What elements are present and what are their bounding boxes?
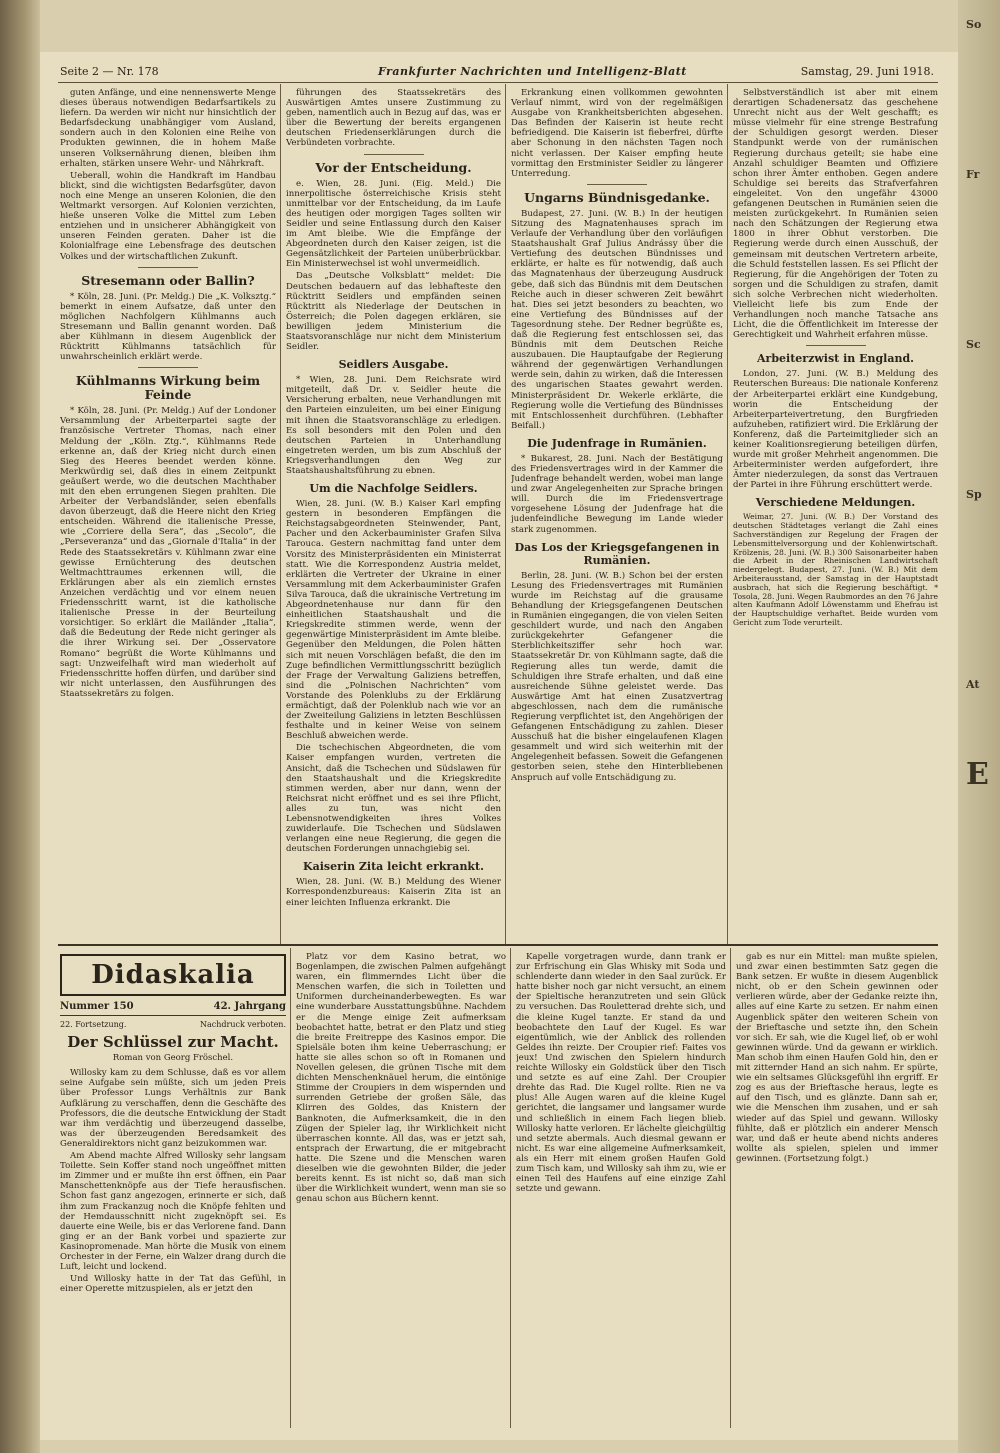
feuilleton-column-3: [516, 952, 726, 1428]
novel-author: Roman von Georg Fröschel.: [112, 1053, 234, 1064]
article-text: * Köln, 28. Juni. (Pr. Meldg.) Die „K. Volksztg.“ bemerkt in einem Aufsatze, daß unter den möglichen Nachfolgern Kühlmanns auch Stresemann und Ballin genannt worden. Daß aber Kühlmann in diesem Augenblick der Rücktritt Kühlmanns tatsächlich für unwahrscheinlich erklärt werde.: [60, 291, 276, 363]
column-rule: [280, 84, 281, 944]
headline-zita: Kaiserin Zita leicht erkrankt.: [303, 860, 484, 874]
article-text: * Wien, 28. Juni. Dem Reichsrate wird mitgeteilt, daß Dr. v. Seidler heute die Versicherung erbalten, neue Verhandlungen mit den Parteien einzuleiten, um bei einer Einigung mit ihnen die Staatsvoranschläge zu erledigen. Es soll besonders mit den Polen und den deutschen Parteien in Unterhandlung eingetreten werden, um bis zum Abschluß der Kriegsverhandlungen den Weg zur Staatshaushaltsführung zu ebnen.: [286, 375, 501, 476]
article-text: Die tschechischen Abgeordneten, die vom Kaiser empfangen wurden, vertreten die Ansicht, daß die Tschechen und Südslawen für den Staatshaushalt und die Kriegskredite stimmen werden, aber nur dann, wenn der Reichsrat nicht eröffnet und es sei ihre Pflicht, alles zu tun, was nicht den Lebensnotwendigkeiten ihres Volkes zuwiderlaufe. Die Tschechen und Südslawen verlangen eine neue Regierung, die gegen die deutschen Forderungen unnachgiebig sei.: [286, 743, 501, 855]
article-text: Wien, 28. Juni. (W. B.) Meldung des Wiener Korrespondenzbureaus: Kaiserin Zita ist an einer leichten Influenza erkrankt. Die: [286, 877, 501, 908]
novel-text: Kapelle vorgetragen wurde, dann trank er zur Erfrischung ein Glas Whisky mit Soda und schlenderte dann wieder in den Saal zurück. Er hatte bisher noch gar nicht versucht, an einem der Spieltische heranzutreten und sein Glück zu versuchen. Das Rouletterad drehte sich, und die kleine Kugel tanzte. Er stand da und beobachtete den Lauf der Kugel. Es war eigentümlich, wie der Anblick des rollenden Geldes ihn reizte. Der Croupier rief: Faites vos jeux! Und zwischen den Spielern hindurch reichte Willosky ein Goldstück über den Tisch und setzte es auf eine Zahl. Der Croupier drehte das Rad. Die Kugel rollte. Rien ne va plus! Alle Augen waren auf die kleine Kugel gerichtet, die langsamer und langsamer wurde und schließlich in einem Fach liegen blieb. Willosky hatte verloren. Er lächelte gleichgültig und setzte abermals. Auch diesmal gewann er nicht. Es war eine allgemeine Aufmerksamkeit, als ein Herr mit einem großen Haufen Gold zum Tisch kam, und Willosky sah ihm zu, wie er einen Teil des Haufens auf eine einzige Zahl setzte und gewann.: [516, 952, 726, 1195]
novel-text: Willosky kam zu dem Schlusse, daß es vor allem seine Aufgabe sein müßte, sich um jeden Preis über Professor Lungs Verhältnis zur Bank Aufklärung zu verschaffen, denn die Geschäfte des Professors, die die deutsche Entwicklung der Stadt war ihm verdächtig und überzeugend dasselbe, was der überzeugenden Beredsamkeit des Generaldirektors nicht ganz beizukommen war.: [60, 1068, 286, 1149]
article-text: guten Anfänge, und eine nennenswerte Menge dieses überaus notwendigen Bedarfsartikels zu liefern. Da werden wir nicht nur hinsichtlich der Bedarfsdeckung unabhängiger vom Ausland, sondern auch in den Kolonien eine Reihe von Produkten gewinnen, die in hohem Maße unseren Volksernährung dienen, bleiben ihm erhalten, stärken unsere Wehr- und Nährkraft.: [60, 88, 276, 169]
newspaper-name: Frankfurter Nachrichten und Intelligenz-Blatt: [378, 65, 687, 78]
headline-entscheidung: Vor der Entscheidung.: [315, 159, 472, 175]
novel-text: Am Abend machte Alfred Willosky sehr langsam Toilette. Sein Koffer stand noch ungeöffnet mitten im Zimmer und er mußte ihn erst öffnen, ein Paar Manschettenknöpfe aus der Tiefe herausfischen. Schon fast ganz angezogen, erinnerte er sich, daß ihm zum Frackanzug noch die Knöpfe fehlten und der Hemdausschnitt nicht zugeknöpft sei. Es dauerte eine Weile, bis er das Verlorene fand. Dann ging er an der Bank vorbei und spazierte zur Kasinopromenade. Man hörte die Musik von einem Orchester in der Ferne, ein Walzer drang durch die Luft, leicht und lockend.: [60, 1151, 286, 1273]
article-text: Erkrankung einen vollkommen gewohnten Verlauf nimmt, wird von der regelmäßigen Ausgabe von Krankheitsberichten abgesehen. Das Befinden der Kaiserin ist heute recht befriedigend. Die Kaiserin ist fieberfrei, dürfte aber Schonung in den nächsten Tagen noch nicht verlassen. Der Kaiser empfing heute vormittag den Erstminister Seidler zu längerer Unterredung.: [511, 88, 723, 179]
volume-year: 42. Jahrgang: [213, 1001, 286, 1012]
separator: [806, 345, 866, 346]
separator: [587, 184, 647, 185]
feuilleton-title: Didaskalia: [60, 954, 286, 996]
installment-meta: [60, 1020, 286, 1030]
feuilleton-divider: [58, 944, 938, 946]
column-1: [60, 88, 276, 943]
edge-letter: Sp: [966, 488, 982, 501]
article-text: Budapest, 27. Juni. (W. B.) In der heutigen Sitzung des Magnatenhauses sprach im Verlaufe der Verhandlung über den vorläufigen Staatshaushalt Graf Julius Andrássy über die Vertiefung des deutschen Bündnisses und erklärte, er halte es für notwendig, daß auch das Magnatenhaus der überzeugung Ausdruck gebe, daß sich das Bündnis mit dem Deutschen Reiche auch in dieser schweren Zeit bewährt hat. Dies sei jetzt besonders zu beachten, wo eine Vertiefung des Bündnisses auf der Tagesordnung stehe. Der Redner begrüßte es, daß die Regierung fest entschlossen sei, das Bündnis mit dem Deutschen Reiche auszubauen. Die Hauptaufgabe der Regierung während der gegenwärtigen Verhandlungen werde sein, dahin zu wirken, daß die Interessen des ungarischen Staates gewahrt werden. Ministerpräsident Dr. Wekerle erklärte, die Regierung wolle die Vertiefung des Bündnisses mit Entschlossenheit durchführen. (Lebhafter Beifall.): [511, 208, 723, 431]
column-4: [733, 88, 938, 943]
page-number: Seite 2 — Nr. 178: [60, 65, 159, 78]
edge-letter: At: [966, 678, 980, 691]
column-3: [511, 88, 723, 943]
article-text: London, 27. Juni. (W. B.) Meldung des Reuterschen Bureaus: Die nationale Konferenz der Arbeiterpartei erklärt eine Kundgebung, worin die Entscheidung der Arbeiterparteivertretung, den Burgfrieden aufzuheben, ratifiziert wird. Die Erklärung der Konferenz, daß die Parteimitglieder sich an keiner Koalitionsregierung beteiligen dürfen, wurde mit großer Mehrheit angenommen. Die Arbeiterminister werden aufgefordert, ihre Ämter niederzulegen, da sonst das Vertrauen der Partei in ihre Führung erschüttert werde.: [733, 369, 938, 491]
column-2: [286, 88, 501, 943]
book-binding: [0, 0, 40, 1453]
novel-text: Und Willosky hatte in der Tat das Gefühl, in einer Operette mitzuspielen, als er jetzt den: [60, 1274, 286, 1295]
edge-letter: Fr: [966, 168, 980, 181]
article-text: Selbstverständlich ist aber mit einem derartigen Schadenersatz das geschehene Unrecht nicht aus der Welt geschafft; es müsse vielmehr für eine strenge Bestrafung der Schuldigen gesorgt werden. Dieser Standpunkt werde von der rumänischen Regierung durchaus geteilt; sie habe eine Anzahl schuldiger Beamten und Offiziere schon ihrer Ämter enthoben. Gegen andere Schuldige sei bereits das Strafverfahren eingeleitet. Von den ungefähr 43000 gefangenen Deutschen in Rumänien seien die meisten zurückgekehrt. In Rumänien seien nach den Schätzungen der Regierung etwa 1800 in ihrer Obhut verstorben. Die Regierung werde durch einen Ausschuß, der gemeinsam mit deutschen Vertretern arbeite, die Schuld feststellen lassen. Es sei Pflicht der Regierung, für die Angehörigen der Toten zu sorgen und die Schuldigen zu strafen, damit sich solche Verbrechen nicht wiederholten. Vielleicht liefe bis zum Ende der Verhandlungen noch manche Tatsache ans Licht, die die Öffentlichkeit im Interesse der Gerechtigkeit und Wahrheit erfahren müsse.: [733, 88, 938, 341]
article-text: führungen des Staatssekretärs des Auswärtigen Amtes unsere Zustimmung zu geben, namentlich auch in Bezug auf das, was er über die Bewertung der bereits ergangenen deutschen Friedenserklärungen durch die Verbündeten vorbrachte.: [286, 88, 501, 149]
edge-letter: E: [966, 757, 989, 792]
headline-verschiedene: Verschiedene Meldungen.: [755, 496, 916, 510]
feuilleton-column-1: [60, 950, 286, 1428]
headline-nachfolge: Um die Nachfolge Seidlers.: [309, 482, 478, 496]
article-text: * Köln, 28. Juni. (Pr. Meldg.) Auf der Londoner Versammlung der Arbeiterpartei sagte der französische Vertreter Thomas, nach einer Meldung der „Köln. Ztg.“, Kühlmanns Rede erkenne an, daß der Krieg nicht durch einen Sieg des Heeres beendet werden könne. Merkwürdig sei, daß dies in einem Zeitpunkt geäußert werde, wo die deutschen Machthaber mit den eben errungenen Siegen prahlten. Die Arbeiter der Verbandsländer, seien ebenfalls davon überzeugt, daß die Heere nicht den Krieg entscheiden. Während die italienische Presse, wie „Corriere della Sera“, das „Secolo“, die „Perseveranza“ und das „Giornale d'Italia“ in der Rede des Staatssekretärs v. Kühlmann zwar eine gewisse Ernüchterung des deutschen Weltmachttraumes erkennen will, die Erklärungen aber als ein ziemlich ernstes Anzeichen verdächtig und vor einem neuen Friedensschritt warnt, ist die katholische italienische Presse in der Beurteilung vorsichtiger. So erklärt die Mailänder „Italia“, daß die Bedeutung der Rede nicht geringer als die ihrer Wirkung sei. Der „Osservatore Romano“ begrüßt die Worte Kühlmanns und sagt: Unzweifelhaft wird man wiederholt auf Friedensschritte hoffen dürfen, und darüber sind wir nicht unterlassen, den Ausführungen des Staatssekretärs zu folgen.: [60, 406, 276, 699]
adjacent-page-edge: [958, 0, 1000, 1453]
column-rule: [510, 948, 511, 1428]
article-text: * Bukarest, 28. Juni. Nach der Bestätigung des Friedensvertrages wird in der Kammer die Judenfrage behandelt werden, wobei man lange und zwar Angelegenheiten zur Sprache bringen will. Durch die im Friedensvertrage vorgesehene Lösung der Judenfrage hat die judenfeindliche Bewegung im Lande wieder stark zugenommen.: [511, 453, 723, 535]
column-rule: [730, 948, 731, 1428]
headline-kuehlmann: Kühlmanns Wirkung beim Feinde: [75, 373, 261, 403]
feuilleton-column-4: [736, 952, 938, 1428]
issue-number: Nummer 150: [60, 1001, 134, 1012]
separator: [138, 367, 198, 368]
article-text: Berlin, 28. Juni. (W. B.) Schon bei der ersten Lesung des Friedensvertrages mit Rumänien wurde im Reichstag auf die grausame Behandlung der Kriegsgefangenen Deutschen in Rumänien eingegangen, die von vielen Seiten geschildert wurde, und nach den Angaben zurückgekehrter Gefangener die Sterblichkeitsziffer sehr hoch war. Staatssekretär Dr. von Kühlmann sagte, daß die Regierung alles tun werde, damit die Schuldigen ihre Strafe erhalten, und daß eine ausreichende Sühne geleistet werde. Das Auswärtige Amt hat einen Zusatzvertrag abgeschlossen, nach dem die rumänische Regierung verpflichtet ist, den Angehörigen der Gefangenen Entschädigung zu zahlen. Dieser Ausschuß hat die bisher eingelaufenen Klagen gesammelt und wird sich weiterhin mit der Angelegenheit befassen. Soweit die Gefangenen gestorben seien, stehe den Hinterbliebenen Anspruch auf volle Entschädigung zu.: [511, 570, 723, 783]
article-text: Ueberall, wohin die Handkraft im Handbau blickt, sind die wichtigsten Bedarfsgüter, davon noch eine Menge an unseren Kolonien, die den Weltmarkt versorgen. Auf Kolonien verzichten, hieße unseren Volke die Mittel zum Leben entziehen und in unsicherer Abhängigkeit von unseren Feinden geraten. Daher ist die Kolonialfrage eine Lebensfrage des deutschen Volkes und der wirtschaftlichen Zukunft.: [60, 170, 276, 262]
column-rule: [727, 84, 728, 944]
feuilleton-meta: [60, 1002, 286, 1016]
separator: [138, 267, 198, 268]
headline-seidler: Seidlers Ausgabe.: [338, 358, 449, 372]
article-text: Wien, 28. Juni. (W. B.) Kaiser Karl empfing gestern in besonderen Empfängen die Reichstagsabgeordneten Steinwender, Pant, Pacher und den Ackerbauminister Grafen Silva Tarouca. Gestern nachmittag fand unter dem Vorsitz des Ministerpräsidenten ein Ministerrat statt. Wie die Korrespondenz Austria meldet, erklärten die Vertreter der Ukraine in einer Versammlung mit dem Ackerbauminister Grafen Silva Tarouca, daß die ukrainische Vertretung im Abgeordnetenhause nur dann für den einheitlichen Staatshaushalt und die Kriegskredite stimmen werde, wenn der gegenwärtige Ministerpräsident im Amte bleibe. Gegenüber den Meldungen, die Polen hätten sich mit neuen Vorschlägen befaßt, die den im Zuge befindlichen Vermittlungsschritt bezüglich der Frage der Verwaltung Galiziens betreffen, sind die „Polnischen Nachrichten“ vom Vorstande des Polenklubs zu der Erklärung ermächtigt, daß der Polenklub nach wie vor an der Zweiteilung Galiziens in letzten Beschlüssen festhalte und in keiner Weise von seinem Beschluß abweichen werde.: [286, 499, 501, 742]
article-text: Das „Deutsche Volksblatt“ meldet: Die Deutschen bedauern auf das lebhafteste den Rücktritt Seidlers und empfänden seinen Rücktritt als Niederlage der Deutschen in Österreich; die Polen dagegen erklären, sie bewilligen jedem Ministerium die Staatsvoranschläge nur nicht dem Ministerium Seidler.: [286, 271, 501, 353]
article-text: e. Wien, 28. Juni. (Eig. Meld.) Die innerpolitische österreichische Krisis steht unmittelbar vor der Entscheidung, da im Laufe des heutigen oder morgigen Tages sollten wir Seidler und seine Entlassung durch den Kaiser im Amt bleibe. Wie die Empfänge der Abgeordneten durch den Kaiser zeigen, ist die Gegensätzlichkeit der Parteien unüberbrückbar. Ein Ministerwechsel ist wohl unvermeidlich.: [286, 178, 501, 270]
installment-number: 22. Fortsetzung.: [60, 1020, 127, 1030]
headline-los: Das Los der Kriegsgefangenen in Rumänien.: [514, 540, 720, 567]
headline-arbeiter: Arbeiterzwist in England.: [757, 352, 914, 366]
headline-ungarn: Ungarns Bündnisgedanke.: [524, 189, 710, 205]
edge-letter: Sc: [966, 338, 981, 351]
column-rule: [505, 84, 506, 944]
column-rule: [290, 948, 291, 1428]
article-text: Weimar, 27. Juni. (W. B.) Der Vorstand des deutschen Städtetages verlangt die Zahl eines Sachverständigen zur Regelung der Fragen der Lebensmittelversorgung und der Kohlenwirtschaft. Krölzenis, 28. Juni. (W. B.) 300 Saisonarbeiter haben die Arbeit in der Rheinischen Landwirtschaft niedergelegt. Budapest, 27. Juni. (W. B.) Mit dem Arbeiterausstand, der Samstag in der Hauptstadt ausbrach, hat sich die Regierung beschäftigt. * Tosola, 28. Juni. Wegen Raubmordes an den 76 Jahre alten Kaufmann Adolf Löwenstamm und Ehefrau ist der Hauptschuldige verhaftet. Beide wurden vom Gericht zum Tode verurteilt.: [733, 512, 938, 628]
separator: [364, 154, 424, 155]
headline-stresemann: Stresemann oder Ballin?: [81, 272, 255, 288]
novel-title: Der Schlüssel zur Macht.: [67, 1033, 279, 1052]
issue-date: Samstag, 29. Juni 1918.: [800, 65, 934, 78]
novel-text: gab es nur ein Mittel: man mußte spielen, und zwar einen bestimmten Satz gegen die Bank setzen. Er wußte in diesem Augenblick nicht, ob er den Schein gewinnen oder verlieren würde, aber der Gedanke reizte ihn, alles auf eine Karte zu setzen. Er nahm einen Augenblick später den weiteren Schein von der Brieftasche und setzte ihn, den Schein vor sich. Er sah, wie die Kugel lief, ob er wohl gewinnen würde. Und da gewann er wirklich. Man schob ihm einen Haufen Gold hin, den er mit zitternder Hand an sich nahm. Er spürte, wie ein seltsames Glücksgefühl ihn ergriff. Er zog es aus der Brieftasche heraus, legte es auf den Tisch, und es glänzte. Dann sah er, wie die Menschen ihm zusahen, und er sah wieder auf das Spiel und gewann. Willosky fühlte, daß er plötzlich ein anderer Mensch war, und daß er heute abend nichts anderes wollte als spielen, spielen und immer gewinnen. (Fortsetzung folgt.): [736, 952, 938, 1164]
headline-juden: Die Judenfrage in Rumänien.: [527, 436, 707, 450]
edge-letter: So: [966, 18, 982, 31]
novel-text: Platz vor dem Kasino betrat, wo Bogenlampen, die zwischen Palmen aufgehängt waren, ein flimmerndes Licht über die Menschen warfen, die sich in Toiletten und Uniformen durcheinanderbewegten. Es war eine wunderbare Ausstattungsbühne. Nachdem er die Menge einige Zeit aufmerksam beobachtet hatte, betrat er den Platz und stieg die breite Freitreppe des Kasinos empor. Die Spielsäle boten ihm keine Ueberraschung; er hatte sie alles schon so oft in Romanen und Novellen gelesen, die grünen Tische mit dem dichten Menschenknäuel herum, die eintönige Stimme der Croupiers in dem wispernden und surrenden Getriebe der großen Säle, das Klirren des Goldes, das Knistern der Banknoten, die Aufmerksamkeit, die in den Zügen der Spieler lag, ihr Wirklichkeit nicht überraschen konnte. All das, was er jetzt sah, entsprach der Erwartung, die er mitgebracht hatte. Die Szene und die Menschen waren dieselben wie die gewohnten Bilder, die jeder bereits kennt. Es ist nicht so, daß man sich über die Wirklichkeit wundert, wenn man sie so genau schon aus Büchern kennt.: [296, 952, 506, 1205]
page-header: [58, 60, 938, 83]
feuilleton-column-2: [296, 952, 506, 1428]
reprint-notice: Nachdruck verboten.: [199, 1020, 286, 1030]
